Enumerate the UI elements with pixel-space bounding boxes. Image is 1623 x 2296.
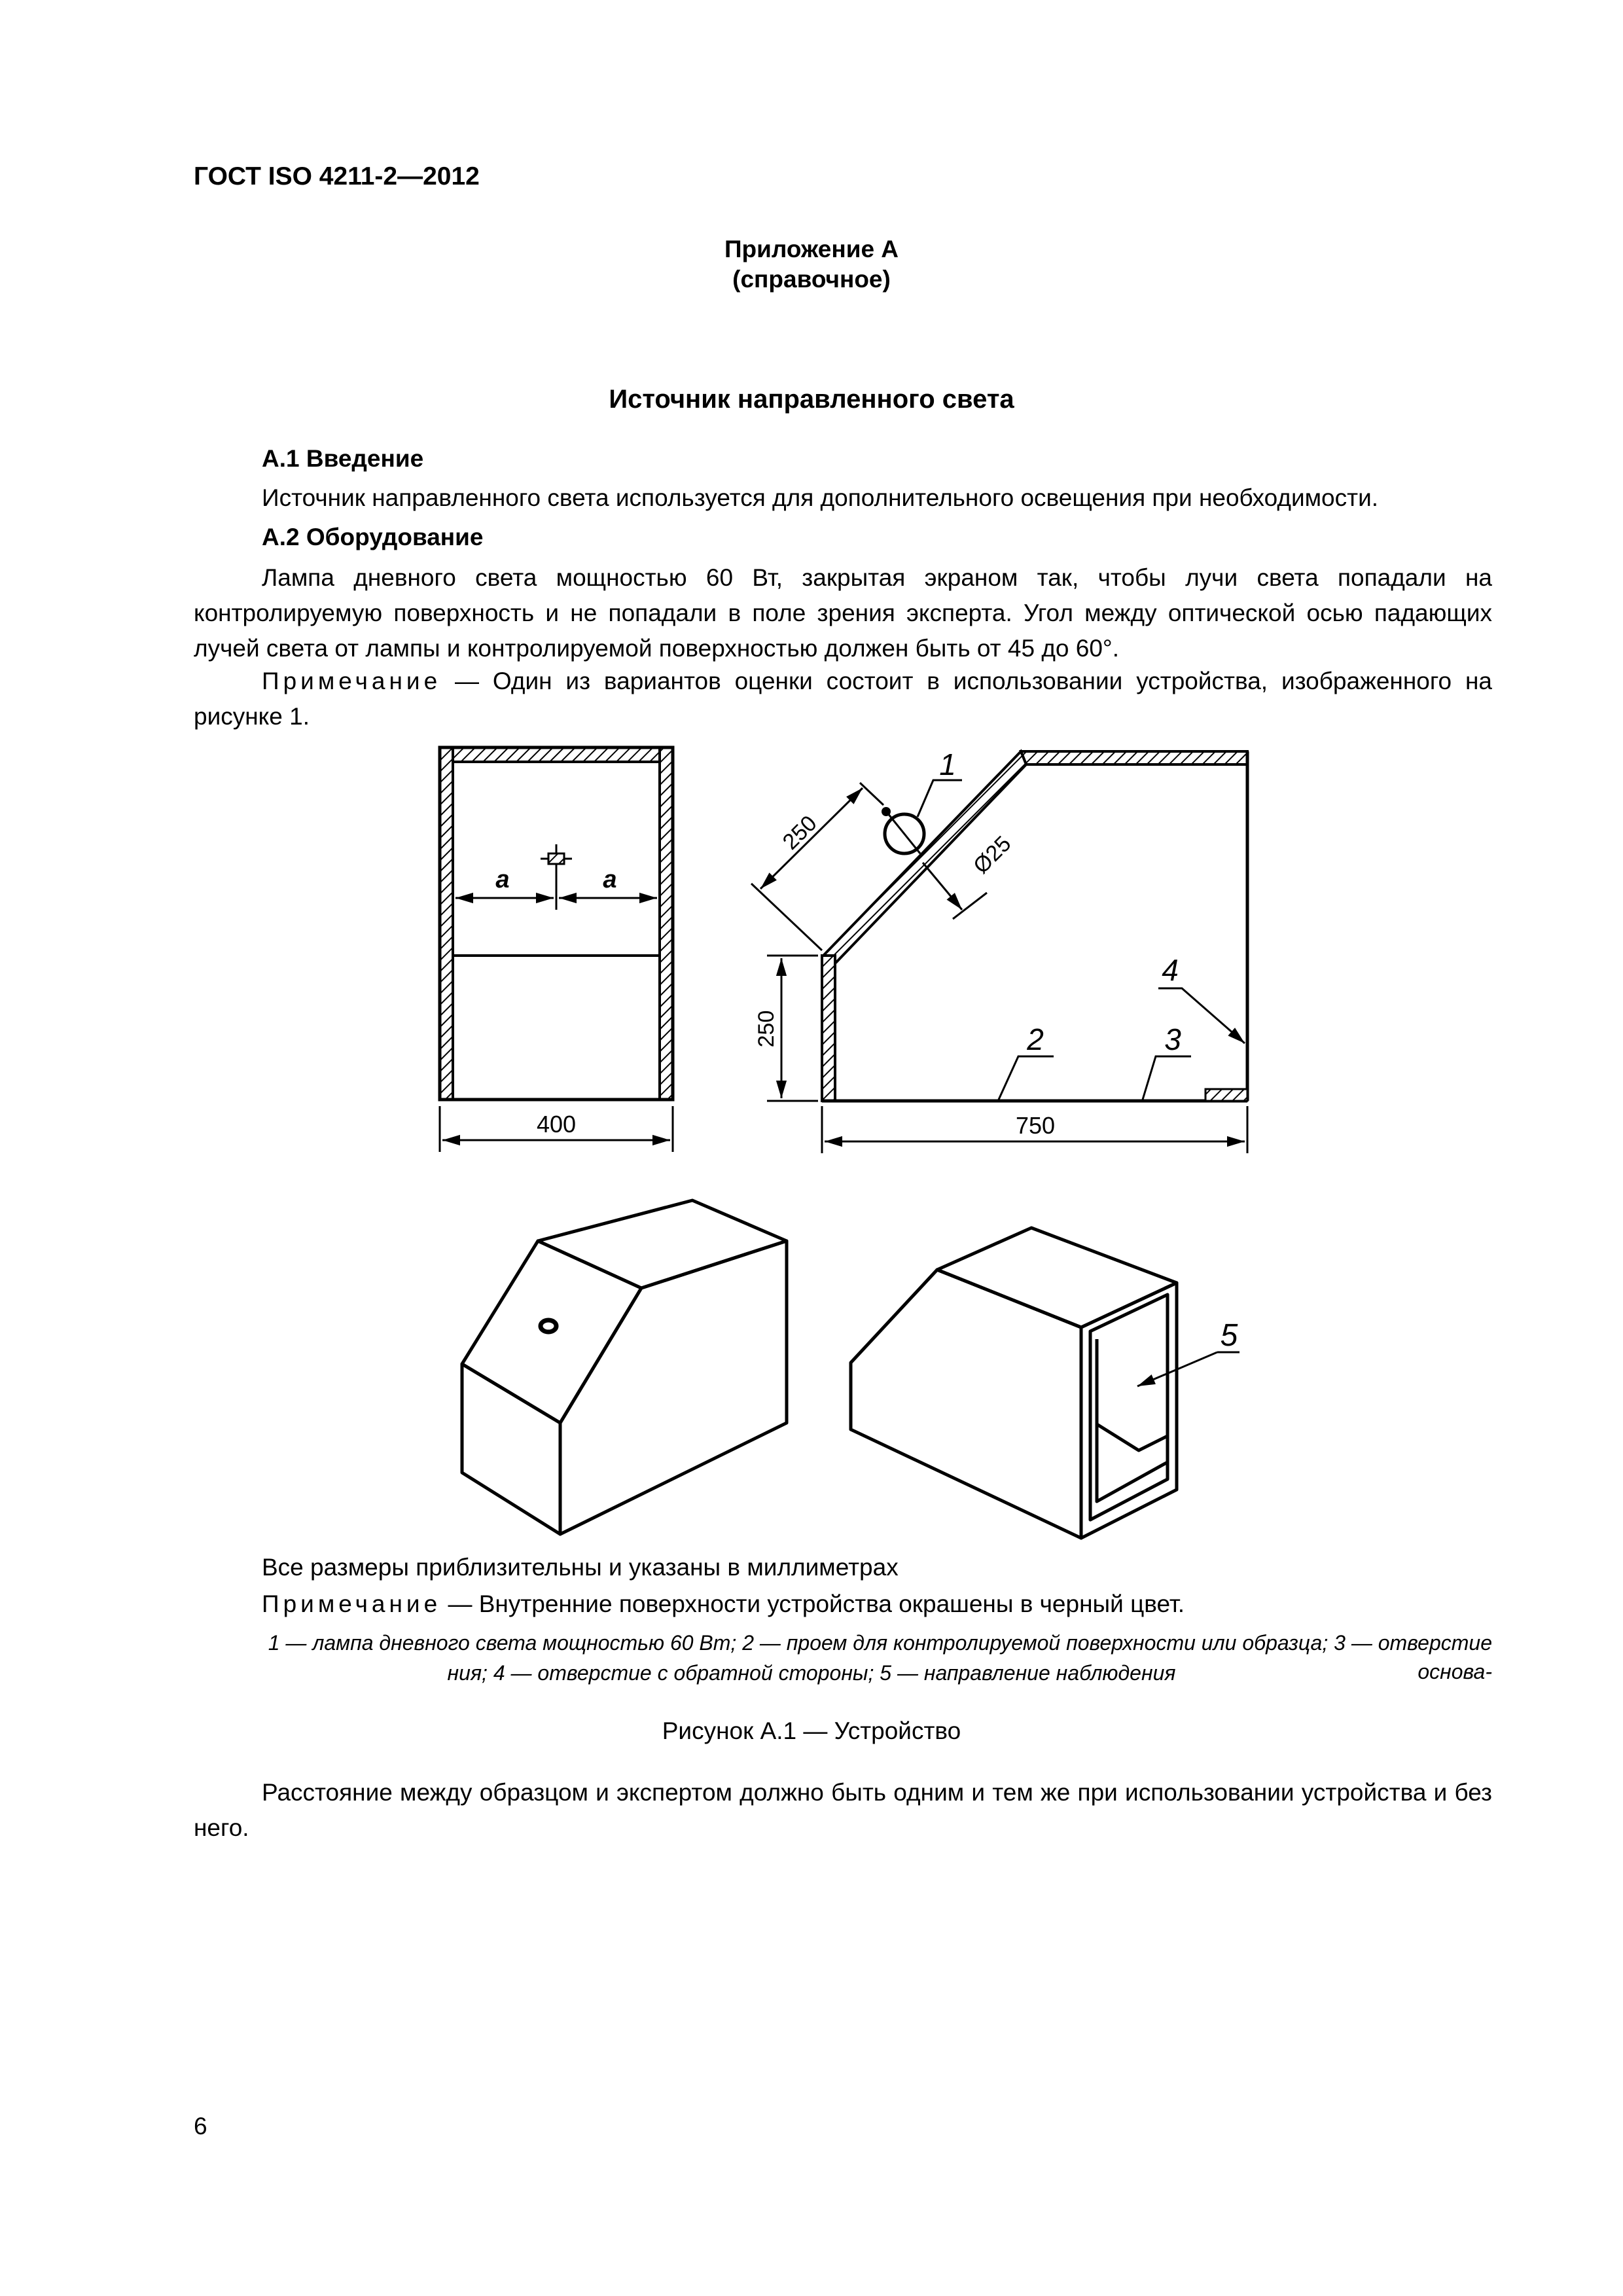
figure-a1-drawing bbox=[0, 720, 1623, 1571]
dim-diameter-25: Ø25 bbox=[969, 831, 1016, 879]
a1-heading: А.1 Введение bbox=[262, 445, 424, 472]
document-code: ГОСТ ISO 4211-2—2012 bbox=[194, 162, 480, 190]
a2-text: Лампа дневного света мощностью 60 Вт, закрытая экраном так, чтобы лучи света попадали на контролируемую поверхность и не попадали в поле зрения эксперта. Угол между оптической осью падающих лучей света от лампы и контролируемой поверхностью должен быть от 45 до 60°. bbox=[194, 564, 1492, 662]
closing-text: Расстояние между образцом и экспертом должно быть одним и тем же при использовании устройства и без него. bbox=[194, 1779, 1492, 1841]
annex-title: Приложение А bbox=[724, 236, 899, 262]
figure-caption: Рисунок А.1 — Устройство bbox=[662, 1717, 961, 1744]
dim-250-height: 250 bbox=[754, 1010, 779, 1048]
callout-5: 5 bbox=[1220, 1318, 1238, 1353]
a1-text: Источник направленного света используется для дополнительного освещения при необходимости. bbox=[262, 484, 1379, 511]
page-number: 6 bbox=[194, 2113, 207, 2140]
figure-note bbox=[262, 1587, 1185, 1622]
annex-subtitle: (справочное) bbox=[732, 266, 891, 293]
isometric-view-back bbox=[851, 1228, 1240, 1538]
figure-legend-line-2: ния; 4 — отверстие с обратной стороны; 5 — направление наблюдения bbox=[447, 1661, 1176, 1685]
front-view bbox=[440, 747, 673, 1152]
a2-heading: А.2 Оборудование bbox=[262, 524, 484, 550]
dim-400: 400 bbox=[536, 1111, 577, 1138]
dim-750: 750 bbox=[1015, 1112, 1056, 1139]
note-text: — Один из вариантов оценки состоит в использовании устройства, изображенного на рисунке 1. bbox=[194, 668, 1492, 730]
note-label: Примечание bbox=[262, 668, 442, 694]
callout-2: 2 bbox=[1027, 1022, 1044, 1056]
dim-a-left: a bbox=[495, 866, 510, 893]
callout-4: 4 bbox=[1162, 953, 1179, 987]
section-title: Источник направленного света bbox=[609, 385, 1014, 414]
callout-3: 3 bbox=[1164, 1022, 1181, 1056]
dim-a-right: a bbox=[603, 866, 617, 893]
side-view bbox=[751, 747, 1247, 1153]
callout-1: 1 bbox=[939, 747, 956, 781]
dim-250-slope: 250 bbox=[777, 810, 822, 855]
dims-note: Все размеры приблизительны и указаны в миллиметрах bbox=[262, 1554, 899, 1581]
figure-note-label: Примечание bbox=[262, 1590, 442, 1617]
figure-legend-line-1: 1 — лампа дневного света мощностью 60 Вт; 2 — проем для контролируемой поверхности или образца; 3 — отверстие основа- bbox=[268, 1631, 1492, 1683]
figure-note-text: — Внутренние поверхности устройства окрашены в черный цвет. bbox=[441, 1590, 1185, 1617]
isometric-view-front bbox=[462, 1200, 787, 1534]
